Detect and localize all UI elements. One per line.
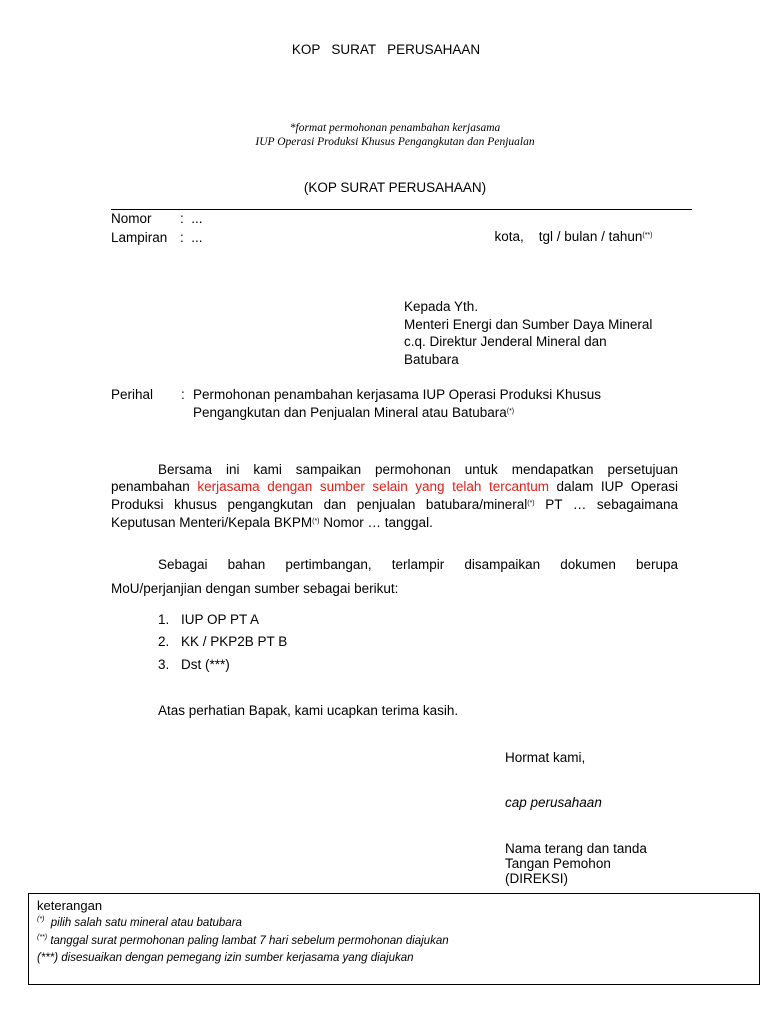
list-item	[158, 656, 230, 674]
lampiran-label: Lampiran	[111, 230, 168, 245]
recipient-line1: Kepada Yth.	[404, 299, 479, 314]
recipient-line2: Menteri Energi dan Sumber Daya Mineral	[404, 317, 653, 332]
note-mark: (*)	[37, 916, 45, 923]
keterangan-box	[28, 893, 760, 985]
signature-line1: Nama terang dan tanda	[505, 841, 647, 856]
format-note-line1: *format permohonan penambahan kerjasama	[289, 122, 501, 134]
list-item-text: IUP OP PT A	[181, 612, 260, 627]
p1-line3-mark: (*)	[527, 500, 535, 507]
keterangan-title: keterangan	[37, 898, 103, 913]
keterangan-note	[37, 952, 414, 964]
perihal-colon: :	[181, 387, 185, 402]
list-item-text: Dst (***)	[181, 657, 230, 672]
signature-salutation: Hormat kami,	[505, 750, 586, 765]
signature-line2: Tangan Pemohon	[505, 856, 611, 871]
format-note-line2: IUP Operasi Produksi Khusus Pengangkutan dan Penjualan	[255, 136, 535, 148]
p1-line2-b: dalam IUP Operasi	[548, 479, 678, 494]
paragraph2-line1: Sebagai bahan pertimbangan, terlampir disampaikan dokumen berupa	[158, 557, 678, 572]
signature-line3: (DIREKSI)	[505, 871, 569, 886]
list-item	[158, 633, 287, 651]
p1-line4-b: Nomor … tanggal.	[319, 515, 433, 530]
perihal-line2	[193, 404, 514, 422]
place-date-text: kota, tgl / bulan / tahun	[494, 229, 643, 244]
list-item-number: 3.	[158, 657, 170, 672]
paragraph1-line2	[111, 478, 678, 496]
highlighted-phrase: kerjasama dengan sumber selain yang telah tercantum	[197, 479, 549, 494]
list-item-number: 1.	[158, 612, 170, 627]
p1-line2-a: penambahan	[111, 479, 198, 494]
note-text: tanggal surat permohonan paling lambat 7 hari sebelum permohonan diajukan	[47, 935, 449, 947]
paragraph2-line2: MoU/perjanjian dengan sumber sebagai berikut:	[111, 581, 399, 596]
p1-line4-mark: (*)	[312, 518, 320, 525]
perihal-mark: (*)	[506, 408, 515, 415]
company-stamp-placeholder: cap perusahaan	[505, 795, 602, 810]
perihal-label: Perihal	[111, 387, 154, 402]
note-text: (***) disesuaikan dengan pemegang izin sumber kerjasama yang diajukan	[37, 952, 414, 964]
p1-line3-b: PT … sebagaimana	[534, 497, 678, 512]
place-date-mark: (**)	[642, 232, 653, 239]
recipient-line4: Batubara	[404, 352, 459, 367]
lampiran-value: : ...	[180, 230, 203, 245]
letterhead-label: (KOP SURAT PERUSAHAAN)	[303, 180, 487, 195]
list-item-number: 2.	[158, 634, 170, 649]
paragraph1-line3	[111, 496, 678, 514]
closing-sentence: Atas perhatian Bapak, kami ucapkan terima kasih.	[158, 703, 459, 718]
paragraph1-line1: Bersama ini kami sampaikan permohonan untuk mendapatkan persetujuan	[158, 462, 678, 477]
recipient-line3: c.q. Direktur Jenderal Mineral dan	[404, 334, 607, 349]
perihal-line2-text: Pengangkutan dan Penjualan Mineral atau Batubara	[193, 405, 507, 420]
note-text: pilih salah satu mineral atau batubara	[44, 917, 242, 929]
paragraph1-line4	[111, 514, 433, 532]
perihal-line1: Permohonan penambahan kerjasama IUP Operasi Produksi Khusus	[193, 387, 601, 402]
nomor-label: Nomor	[111, 211, 152, 226]
p1-line4-a: Keputusan Menteri/Kepala BKPM	[111, 515, 313, 530]
nomor-value: : ...	[180, 211, 203, 226]
page-header-title: KOP SURAT PERUSAHAAN	[291, 42, 481, 57]
keterangan-note	[37, 917, 242, 929]
keterangan-note	[37, 935, 449, 947]
list-item-text: KK / PKP2B PT B	[181, 634, 288, 649]
note-mark: (**)	[37, 934, 48, 941]
p1-line3-a: Produksi khusus pengangkutan dan penjualan batubara/mineral	[111, 497, 528, 512]
place-date	[487, 210, 653, 246]
list-item	[158, 611, 259, 629]
